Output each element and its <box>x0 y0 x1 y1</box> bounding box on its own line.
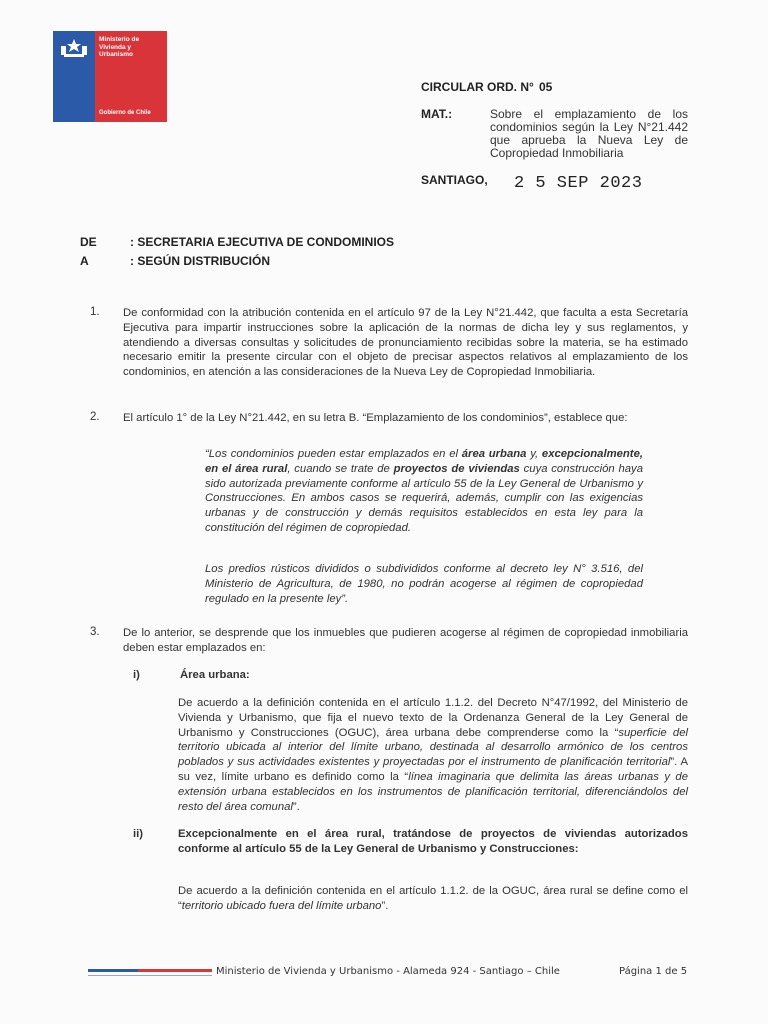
item-ii-title: Excepcionalmente en el área rural, tratándose de proyectos de viviendas autorizados conforme al artículo 55 de la Ley General de Urbanismo y Construcciones: <box>178 828 688 855</box>
paragraph-3-number: 3. <box>90 626 100 638</box>
circular-label: CIRCULAR ORD. N° <box>421 80 534 94</box>
law-quote-1: “Los condominios pueden estar emplazados en el área urbana y, excepcionalmente, en el área rural, cuando se trate de proyectos de viviendas cuya construcción haya sido autorizada previamente conforme al artículo 55 de la Ley General de Urbanismo y Construcciones. En ambos casos se requerirá, además, cumplir con las exigencias urbanas y de construcción y demás requisitos establecidos en esta ley para la constitución del régimen de copropiedad. <box>205 448 643 534</box>
a-label: A <box>80 254 89 268</box>
paragraph-2: El artículo 1° de la Ley N°21.442, en su letra B. “Emplazamiento de los condominios”, establece que: <box>123 412 628 424</box>
de-label: DE <box>80 235 97 249</box>
item-ii-label: ii) <box>133 828 144 840</box>
footer-line-thin <box>88 975 212 976</box>
paragraph-1: De conformidad con la atribución contenida en el artículo 97 de la Ley N°21.442, que faculta a esta Secretaría Ejecutiva para impartir instrucciones sobre la aplicación de la normas de dicha ley y sus reglamentos, y atendiendo a diversas consultas y solicitudes de pronunciamiento recibidas sobre la materia, se ha estimado necesario emitir la presente circular con el objeto de precisar aspectos relativos al emplazamiento de los condominios, en atención a las consideraciones de la Nueva Ley de Copropiedad Inmobiliaria. <box>123 307 688 379</box>
item-i-title: Área urbana: <box>180 669 250 681</box>
paragraph-1-number: 1. <box>90 306 100 318</box>
de-value: : SECRETARIA EJECUTIVA DE CONDOMINIOS <box>130 235 395 249</box>
item-i-text: De acuerdo a la definición contenida en el artículo 1.1.2. del Decreto N°47/1992, del Ministerio de Vivienda y Urbanismo, que fija el nuevo texto de la Ordenanza General de la Ley General de Urbanismo y Construcciones (OGUC), área urbana debe comprenderse como la “superficie del territorio ubicada al interior del límite urbano, destinada al desarrollo armónico de los centros poblados y sus actividades existentes y proyectadas por el instrumento de planificación territorial”. A su vez, límite urbano es definido como la “línea imaginaria que delimita las áreas urbanas y de extensión urbana establecidos en los instrumentos de planificación territorial, diferenciándolos del resto del área comunal”. <box>178 697 689 813</box>
law-quote-2: Los predios rústicos divididos o subdivididos conforme al decreto ley N° 3.516, del Ministerio de Agricultura, de 1980, no podrán acogerse al régimen de copropiedad regulado en la presente ley”. <box>205 563 643 605</box>
footer-line-blue <box>88 969 138 972</box>
ministry-logo <box>53 31 167 122</box>
mat-text: Sobre el emplazamiento de los condominios según la Ley N°21.442 que aprueba la Nueva Ley de Copropiedad Inmobiliaria <box>490 107 688 160</box>
footer-line-red <box>138 969 212 972</box>
logo-government-name: Gobierno de Chile <box>99 110 151 116</box>
mat-label: MAT.: <box>421 107 453 121</box>
coat-of-arms-icon <box>58 37 90 59</box>
footer-address: Ministerio de Vivienda y Urbanismo - Alameda 924 - Santiago – Chile <box>216 966 560 977</box>
circular-number: 05 <box>539 80 553 94</box>
paragraph-3: De lo anterior, se desprende que los inmuebles que pudieren acogerse al régimen de copropiedad inmobiliaria deben estar emplazados en: <box>123 627 688 654</box>
logo-ministry-name: Ministerio de Vivienda y Urbanismo <box>99 36 140 58</box>
paragraph-2-number: 2. <box>90 411 100 423</box>
date-stamp: 2 5 SEP 2023 <box>514 174 643 193</box>
item-i-label: i) <box>133 669 140 681</box>
a-value: : SEGÚN DISTRIBUCIÓN <box>130 254 271 268</box>
page-number: Página 1 de 5 <box>619 966 688 977</box>
item-ii-text: De acuerdo a la definición contenida en el artículo 1.1.2. de la OGUC, área rural se define como el “territorio ubicado fuera del límite urbano”. <box>178 885 688 912</box>
place-label: SANTIAGO, <box>421 173 488 187</box>
